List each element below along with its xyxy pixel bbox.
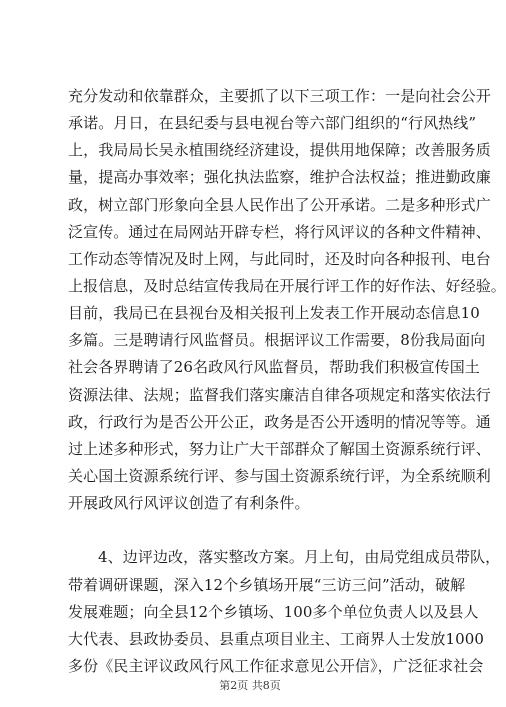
text-line: 量，提高办事效率；强化执法监察，维护合法权益；推进勤政廉	[68, 168, 491, 187]
text-line: 泛宣传。通过在局网站开辟专栏，将行风评议的各种文件精神、	[68, 222, 491, 241]
text-line: 4、边评边改，落实整改方案。月上旬，由局党组成员带队，	[98, 548, 501, 567]
text-line: 上，我局局长吴永植围绕经济建设，提供用地保障；改善服务质	[68, 141, 491, 160]
text-line: 目前，我局已在县视台及相关报刊上发表工作开展动态信息10	[68, 304, 480, 323]
text-line: 过上述多种形式，努力让广大干部群众了解国土资源系统行评、	[68, 439, 491, 458]
text-line: 发展难题；向全县12个乡镇场、100多个单位负责人以及县人	[68, 602, 479, 621]
text-line: 多篇。三是聘请行风监督员。根据评议工作需要，8份我局面向	[68, 331, 486, 350]
text-line: 政，行政行为是否公开公正，政务是否公开透明的情况等等。通	[68, 412, 491, 431]
text-line: 关心国土资源系统行评、参与国土资源系统行评，为全系统顺利	[68, 466, 491, 485]
document-body	[68, 83, 506, 680]
text-line: 社会各界聘请了26名政风行风监督员，帮助我们积极宣传国土	[68, 358, 480, 377]
text-line: 承诺。月日，在县纪委与县电视台等六部门组织的“行风热线”	[68, 114, 477, 133]
text-line: 上报信息，及时总结宣传我局在开展行评工作的好作法、好经验。	[68, 276, 506, 295]
text-line: 带着调研课题，深入12个乡镇场开展“三访三问”活动，破解	[68, 575, 466, 594]
text-line: 多份《民主评议政风行风工作征求意见公开信》，广泛征求社会	[68, 656, 484, 675]
paragraph-gap	[68, 517, 440, 544]
text-line: 工作动态等情况及时上网，与此同时，还及时向各种报刊、电台	[68, 249, 491, 268]
text-line: 充分发动和依靠群众，主要抓了以下三项工作：一是向社会公开	[68, 87, 491, 105]
text-line: 政，树立部门形象向全县人民作出了公开承诺。二是多种形式广	[68, 195, 491, 214]
text-line: 资源法律、法规；监督我们落实廉洁自律各项规定和落实依法行	[68, 385, 491, 404]
text-line: 开展政风行风评议创造了有利条件。	[68, 494, 310, 513]
text-line: 大代表、县政协委员、县重点项目业主、工商界人士发放1000	[68, 629, 485, 648]
page-number-footer: 第2页 共8页	[219, 679, 281, 692]
